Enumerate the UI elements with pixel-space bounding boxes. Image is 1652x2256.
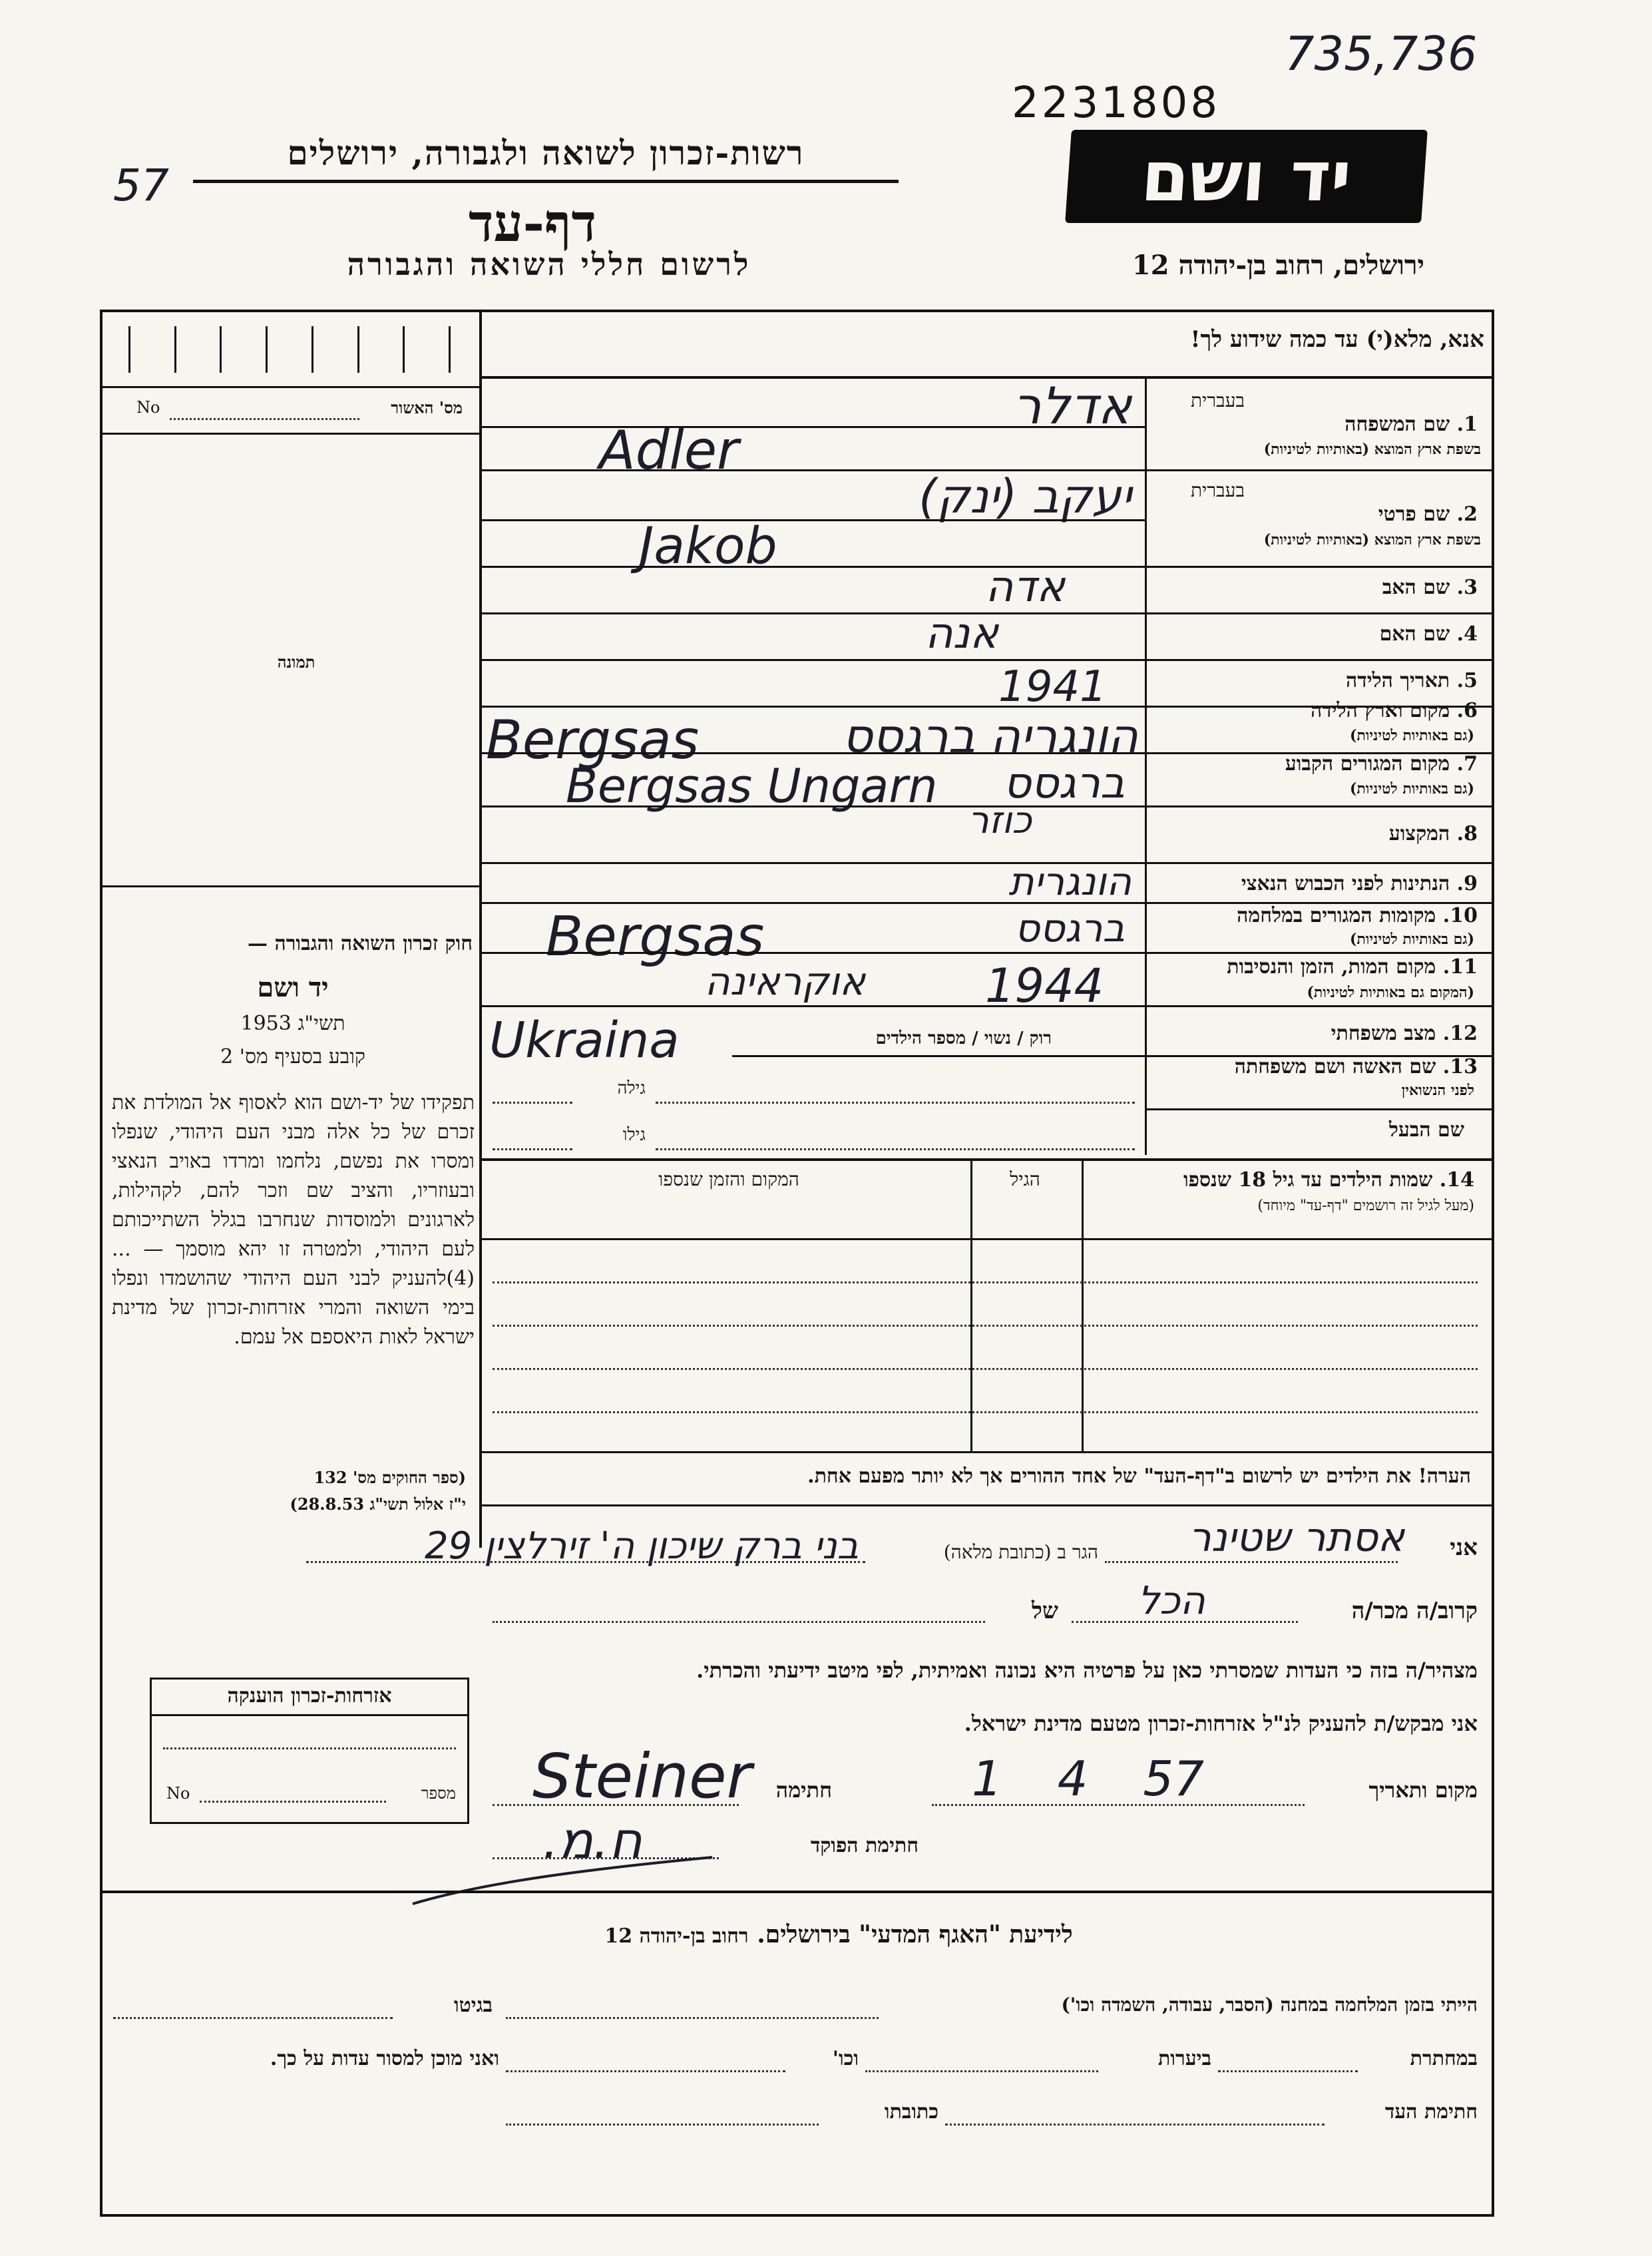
field-14-label	[1082, 1168, 1474, 1192]
field-6-label-text: מקום וארץ הלידה	[1310, 699, 1450, 722]
footer-line-1: הייתי בזמן המלחמה במחנה (הסבר, עבודה, השמדה וכו')	[1061, 1994, 1478, 2016]
label-column-divider	[1145, 376, 1147, 1155]
field-3-label-text: שם האב	[1382, 576, 1450, 599]
field-6-number: 6.	[1456, 699, 1478, 722]
field-1-label	[1151, 413, 1478, 436]
wife-age-line[interactable]	[493, 1102, 572, 1104]
field-2-sub-latin: בשפת ארץ המוצא (באותיות לטיניות)	[1263, 531, 1481, 549]
field-9-number: 9.	[1456, 872, 1478, 895]
field-12-label	[1151, 1022, 1478, 1045]
footer-etc-line[interactable]	[506, 2070, 785, 2072]
footer-underground-label: במחתרת	[1410, 2047, 1478, 2070]
field-7-label	[1151, 752, 1478, 776]
logo-text: יד ושם	[1138, 136, 1354, 217]
field-10-number: 10.	[1442, 904, 1478, 927]
husband-name-line[interactable]	[656, 1148, 1135, 1150]
footer-forests-line[interactable]	[865, 2070, 1098, 2072]
signature-label: חתימה	[775, 1777, 832, 1803]
law-clause: קובע בסעיף מס' 2	[220, 1045, 365, 1068]
date-value[interactable]: 1 4 57	[972, 1751, 1205, 1807]
row-1a-line	[479, 426, 1145, 428]
footer-camp-line[interactable]	[506, 2017, 879, 2019]
field-10-label-text: מקומות המגורים במלחמה	[1237, 904, 1436, 927]
husband-label: שם הבעל	[1388, 1118, 1464, 1142]
field-11-label-text: מקום המות, הזמן והנסיבות	[1227, 955, 1436, 979]
footer-underground-line[interactable]	[1218, 2070, 1358, 2072]
place-date-label: מקום ותאריך	[1368, 1777, 1478, 1803]
field-5-label	[1151, 669, 1478, 692]
declaration-statement: מצהיר/ה בזה כי העדות שמסרתי כאן על פרטיה היא נכונה ואמיתית, לפי מיטב ידיעתי והכרתי.	[696, 1658, 1478, 1683]
approval-separator	[100, 386, 479, 388]
field-13-label	[1151, 1055, 1478, 1078]
field-14-label-text: שמות הילדים עד גיל 18 שנספו	[1183, 1168, 1433, 1192]
note-text: הערה! את הילדים יש לרשום ב"דף-העד" של אחד ההורים אך לא יותר מפעם אחת.	[807, 1465, 1471, 1488]
citizenship-line-1[interactable]	[163, 1747, 456, 1749]
field-8-number: 8.	[1456, 822, 1478, 845]
field-5-label-text: תאריך הלידה	[1346, 669, 1450, 692]
footer-ghetto-line[interactable]	[113, 2017, 393, 2019]
field-11-number: 11.	[1442, 955, 1478, 979]
children-age-header: הגיל	[1010, 1168, 1040, 1190]
header-address: ירושלים, רחוב בן-יהודה 12	[1132, 250, 1424, 281]
field-1-value-hebrew[interactable]: אדלר	[1012, 376, 1132, 435]
row-10-bottom	[479, 952, 1494, 954]
field-12-inline-label: רוק / נשוי / מספר הילדים	[875, 1028, 1052, 1048]
approval-label: מס' האשור	[391, 398, 463, 417]
law-title: חוק זכרון השואה והגבורה —	[248, 932, 473, 955]
field-13-label-text: שם האשה ושם משפחתה	[1234, 1055, 1436, 1078]
field-8-label-text: המקצוע	[1388, 822, 1450, 845]
field-11-value-hebrew[interactable]: אוקראינה	[704, 959, 865, 1004]
children-place-header: המקום והזמן שנספו	[658, 1168, 799, 1190]
field-8-label	[1151, 822, 1478, 845]
field-6-sub: (גם באותיות לטיניות)	[1349, 727, 1474, 744]
field-7-sub: (גם באותיות לטיניות)	[1349, 780, 1474, 797]
children-row-2[interactable]	[493, 1325, 1478, 1327]
citizenship-number-suffix: No	[166, 1784, 190, 1803]
handwritten-reference: 735,736	[1285, 27, 1478, 81]
field-3-number: 3.	[1456, 576, 1478, 599]
official-signature[interactable]: ח.מ.	[542, 1811, 642, 1870]
field-4-label	[1151, 622, 1478, 646]
witness-name[interactable]: אסתר שטינר	[1188, 1514, 1404, 1561]
field-2-number: 2.	[1456, 503, 1478, 526]
footer-witness-signature-line[interactable]	[945, 2124, 1325, 2126]
husband-age-label: גילו	[622, 1125, 646, 1145]
footer-witness-signature-label: חתימת העד	[1384, 2100, 1478, 2124]
authority-name: רשות-זכרון לשואה ולגבורה, ירושלים	[287, 133, 805, 172]
field-12-number: 12.	[1442, 1022, 1478, 1045]
field-1-sub-hebrew: בעברית	[1190, 389, 1245, 411]
field-10-label	[1151, 904, 1478, 927]
field-9-value[interactable]: הונגרית	[1008, 859, 1132, 904]
left-column-divider	[479, 310, 482, 1548]
law-year: תשי"ג 1953	[240, 1012, 345, 1035]
row-11-bottom	[479, 1005, 1494, 1007]
field-1-number: 1.	[1456, 413, 1478, 436]
field-1-sub-latin: בשפת ארץ המוצא (באותיות לטיניות)	[1263, 441, 1481, 458]
signature-value[interactable]: Steiner	[532, 1741, 752, 1812]
citizenship-box-title: אזרחות-זכרון הוענקה	[227, 1684, 392, 1707]
footer-title	[466, 1920, 1211, 1948]
field-6-label	[1151, 699, 1478, 722]
field-2-value-latin[interactable]: Jakob	[639, 516, 777, 575]
field-10-value-latin[interactable]: Bergsas	[546, 905, 765, 969]
children-header-bottom	[479, 1238, 1494, 1240]
husband-age-line[interactable]	[493, 1148, 572, 1150]
field-5-value[interactable]: 1941	[998, 662, 1107, 712]
children-row-3[interactable]	[493, 1368, 1478, 1370]
row-13-bottom	[1145, 1108, 1494, 1110]
field-10-sub: (גם באותיות לטיניות)	[1349, 931, 1474, 948]
field-6-value-latin[interactable]: Bergsas	[486, 709, 700, 771]
field-7-value-hebrew[interactable]: ברגסס	[1003, 759, 1125, 808]
field-1-value-latin[interactable]: Adler	[599, 419, 739, 481]
field-5-number: 5.	[1456, 669, 1478, 692]
field-13-sub: לפני הנשואין	[1401, 1082, 1474, 1099]
children-col-age-right	[1082, 1158, 1084, 1451]
photo-top-line	[100, 433, 479, 435]
footer-forests-label: ביערות	[1157, 2047, 1211, 2070]
authority-underline	[193, 180, 899, 183]
children-row-4[interactable]	[493, 1411, 1478, 1413]
field-3-value[interactable]: אדה	[985, 563, 1065, 612]
law-text: תפקידו של יד-ושם הוא לאסוף אל המולדת את זכרם של כל אלה מבני העם היהודי, שנפלו ומסרו את נפשם, נלחמו ומרדו באויב הנאצי ובעוזריו, והציב שם וזכר להם, לקהילות, לארגונים ולמוסדות שנחרבו בגלל השתייכותם לעם היהודי, ולמטרה זו יהא מוסמך — ...(4)להעניק לבני העם היהודי שהושמדו ונפלו בימי השואה והמרי אזרחות-זכרון של מדינת ישראל לאות היאספם אל עמם.	[112, 1091, 475, 1349]
approval-tick-boxes	[106, 326, 473, 373]
children-row-1[interactable]	[493, 1281, 1478, 1283]
margin-mark: 57	[113, 160, 169, 211]
law-source-2: י"ז אלול תשי"ג 28.8.53)	[290, 1494, 466, 1514]
citizenship-number-label: מספר	[421, 1784, 456, 1803]
field-2-sub-hebrew: בעברית	[1190, 479, 1245, 501]
approval-suffix: No	[136, 398, 160, 417]
field-9-label	[1151, 872, 1478, 895]
field-4-value[interactable]: אנה	[925, 609, 998, 658]
citizenship-box-title-line	[150, 1714, 469, 1716]
footer-address-label: כתובתו	[884, 2100, 938, 2124]
official-label: חתימת הפוקד	[810, 1834, 919, 1857]
field-13-age-label: גילה	[617, 1078, 646, 1098]
of-line[interactable]	[493, 1621, 985, 1623]
row-2a-line	[479, 519, 1145, 521]
signature-line	[493, 1804, 739, 1806]
resides-label: הגר ב (כתובת מלאה)	[943, 1541, 1098, 1563]
field-7-number: 7.	[1456, 752, 1478, 776]
field-14-number: 14.	[1439, 1168, 1474, 1192]
field-2-value-hebrew[interactable]: יעקב (ינק)	[919, 469, 1132, 524]
of-label: של	[1032, 1598, 1058, 1624]
children-table-bottom	[479, 1451, 1494, 1453]
footer-address: רחוב בן-יהודה 12	[604, 1924, 749, 1948]
declaration-request: אני מבקש/ת להעניק לנ"ל אזרחות-זכרון מטעם מדינת ישראל.	[964, 1711, 1478, 1736]
field-4-number: 4.	[1456, 622, 1478, 646]
footer-etc-label: וכו'	[832, 2047, 859, 2070]
field-7-value-latin[interactable]: Bergsas Ungarn	[566, 759, 938, 813]
field-9-label-text: הנתינות לפני הכבוש הנאצי	[1241, 872, 1450, 895]
note-bottom	[479, 1504, 1494, 1506]
footer-address-line[interactable]	[506, 2124, 819, 2126]
field-12-label-text: מצב משפחתי	[1331, 1022, 1436, 1045]
instructions-text: אנא, מלא(י) עד כמה שידוע לך!	[1190, 326, 1484, 353]
address-value[interactable]: בני ברק שיכון ה' זירלצין 29	[425, 1524, 859, 1568]
citizenship-number-line[interactable]	[200, 1801, 386, 1803]
row-4-bottom	[479, 659, 1494, 661]
photo-bottom-line	[100, 885, 479, 887]
field-4-label-text: שם האם	[1379, 622, 1450, 646]
official-signature-flourish	[399, 1844, 732, 1924]
law-source-1: (ספר החוקים מס' 132	[313, 1468, 466, 1487]
footer-ready-text: ואני מוכן למסור עדות על כך.	[270, 2047, 499, 2070]
field-2-label	[1151, 503, 1478, 526]
field-11-sub: (המקום גם באותיות לטיניות)	[1307, 984, 1474, 1001]
relation-line	[1072, 1621, 1298, 1623]
children-col-age-left	[970, 1158, 972, 1451]
relation-value[interactable]: הכל	[1137, 1578, 1205, 1623]
form-title: דף-עד	[469, 193, 596, 254]
row-husband-bottom	[479, 1158, 1494, 1161]
wife-name-line[interactable]	[656, 1102, 1135, 1104]
field-13-number: 13.	[1442, 1055, 1478, 1078]
form-number: 2231808	[1012, 79, 1221, 128]
footer-top-line	[100, 1891, 1494, 1893]
declaration-i-label: אני	[1450, 1534, 1478, 1561]
field-3-label	[1151, 576, 1478, 599]
form-subtitle: לרשום חללי השואה והגבורה	[347, 246, 751, 282]
field-8-value[interactable]: כוזר	[968, 799, 1032, 842]
field-11-value-latin[interactable]: Ukraina	[489, 1012, 680, 1069]
law-name: יד ושם	[257, 972, 329, 1003]
footer-ghetto-label: בגיטו	[453, 1994, 493, 2017]
field-11-value-year[interactable]: 1944	[985, 959, 1104, 1013]
field-1-label-text: שם המשפחה	[1344, 413, 1450, 436]
relative-label: קרוב/ה מכר/ה	[1351, 1598, 1478, 1624]
approval-number-line[interactable]	[170, 418, 359, 420]
field-2-label-text: שם פרטי	[1378, 503, 1450, 526]
field-11-label	[1151, 955, 1478, 979]
field-7-label-text: מקום המגורים הקבוע	[1285, 752, 1450, 776]
photo-label: תמונה	[277, 652, 315, 672]
field-10-value-hebrew[interactable]: ברגסס	[1014, 905, 1125, 951]
footer-title-text: לידיעת "האגף המדעי" בירושלים.	[757, 1920, 1073, 1948]
address-line	[306, 1561, 865, 1563]
place-date-line	[932, 1804, 1305, 1806]
field-14-sub: (מעל לגיל זה רושמים "דף-עד" מיוחד)	[1257, 1198, 1474, 1214]
witness-name-line	[1105, 1561, 1398, 1563]
field-6-value-hebrew[interactable]: הונגריה ברגסס	[842, 709, 1138, 764]
yad-vashem-logo	[1065, 130, 1428, 223]
